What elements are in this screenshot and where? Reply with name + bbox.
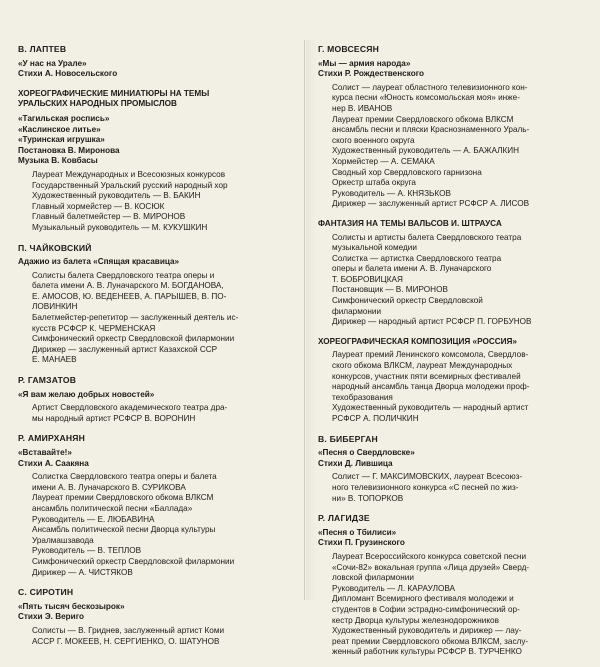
performer-line: Художественный руководитель и дирижер — лау- — [332, 626, 522, 636]
program-item-biberган — [318, 434, 588, 505]
performer-line: Художественный руководитель — В. БАКИН — [32, 191, 201, 201]
performer-line: РСФСР А. ПОЛИЧКИН — [332, 414, 419, 423]
performer-line: ансамбль песни и пляски Краснознаменного Ураль- — [332, 125, 530, 135]
performer-line: Солистка Свердловского театра оперы и балета — [32, 472, 217, 482]
performer-line: Солист — Г. МАКСИМОВСКИХ, лауреат Всесоюз- — [332, 472, 523, 482]
performer-line: Главный балетмейстер — В. МИРОНОВ — [32, 212, 186, 222]
performer-line: Симфонический оркестр Свердловской филармонии — [32, 334, 235, 344]
performer-line: Художественный руководитель — А. БАЖАЛКИН — [332, 146, 520, 156]
performer-line: техобразования — [332, 392, 393, 402]
performer-line: Е. МАНАЕВ — [32, 355, 77, 365]
performer-line: народный ансамбль танца Дворца молодежи проф- — [332, 382, 530, 392]
performer-line: Симфонический оркестр Свердловской филармонии — [32, 556, 235, 566]
program-item-gamzatov — [18, 375, 292, 424]
page-fold-shadow — [306, 40, 316, 600]
performer-line: Главный хормейстер — В. КОСЮК — [32, 201, 165, 211]
composer-name: Р. АМИРХАНЯН — [18, 433, 86, 444]
lyricist: Стихи А. Новосельского — [18, 69, 118, 79]
performer-line: Т. БОБРОВИЦКАЯ — [332, 274, 403, 284]
performer-line: Лауреат Всероссийского конкурса советской песни — [332, 551, 527, 561]
performer-line: Музыкальный руководитель — М. КУКУШКИН — [32, 222, 208, 232]
performers — [318, 552, 588, 658]
performer-line: филармонии — [332, 306, 382, 316]
performer-line: Дирижер — заслуженный артист РСФСР А. ЛИСОВ — [332, 199, 530, 209]
section-heading: ХОРЕОГРАФИЧЕСКИЕ МИНИАТЮРЫ НА ТЕМЫ — [18, 88, 210, 98]
performer-line: Уралмашзавода — [32, 535, 94, 545]
program-item-movsesyan — [318, 44, 588, 210]
work-title: «У нас на Урале» — [18, 58, 87, 68]
lyricist: Стихи А. Саакяна — [18, 458, 89, 468]
performer-line: Руководитель — В. ТЕПЛОВ — [32, 546, 142, 556]
performer-line: Постановщик — В. МИРОНОВ — [332, 285, 448, 295]
program-item-strauss-fantasy — [318, 219, 588, 328]
lyricist: Стихи П. Грузинского — [318, 538, 405, 548]
staging-credit: Постановка В. Миронова — [18, 145, 120, 155]
performer-line: Солисты балета Свердловского театра оперы и — [32, 270, 215, 280]
performer-line: Хормейстер — А. СЕМАКА — [332, 156, 435, 166]
performer-line: «Сочи-82» вокальная группа «Лица друзей» Сверд- — [332, 562, 530, 572]
performer-line: ского обкома ВЛКСМ, лауреат Международных — [332, 361, 513, 371]
performers — [18, 626, 292, 647]
performers — [18, 271, 292, 366]
program-item-laptev — [18, 44, 292, 80]
composer-name: Р. ГАМЗАТОВ — [18, 375, 77, 386]
performer-line: реат премии Свердловского обкома ВЛКСМ, заслу- — [332, 636, 529, 646]
program-item-lagidze — [318, 513, 588, 658]
performer-line: Е. АМОСОВ, Ю. ВЕДЕНЕЕВ, А. ПАРЫШЕВ, В. ПО- — [32, 291, 227, 301]
performer-line: конкурсов, участник пяти всемирных фестивалей — [332, 371, 521, 381]
program-item-russia — [318, 337, 588, 425]
composer-name: В. БИБЕРГАН — [318, 433, 378, 444]
program-item-amirkhanyan — [18, 433, 292, 578]
performer-line: Дирижер — народный артист РСФСР П. ГОРБУНОВ — [332, 317, 532, 327]
performer-line: кусств РСФСР К. ЧЕРМЕНСКАЯ — [32, 323, 156, 333]
work-title: «Туринская игрушка» — [18, 135, 105, 145]
performer-line: Лауреат Международных и Всесоюзных конкурсов — [32, 169, 226, 179]
performer-line: Государственный Уральский русский народный хор — [32, 180, 228, 190]
music-credit: Музыка В. Ковбасы — [18, 156, 98, 166]
section-heading: ФАНТАЗИЯ НА ТЕМЫ ВАЛЬСОВ И. ШТРАУСА — [318, 218, 502, 228]
performers — [318, 233, 588, 328]
performer-line: Дирижер — заслуженный артист Казахской ССР — [32, 344, 218, 354]
performers — [18, 403, 292, 424]
performers — [318, 472, 588, 504]
performer-line: музыкальной комедии — [332, 243, 417, 253]
work-title: «Песня о Свердловске» — [318, 448, 415, 458]
performer-line: Оркестр штаба округа — [332, 178, 416, 188]
lyricist: Стихи Э. Вериго — [18, 612, 84, 622]
performer-line: Артист Свердловского академического театра дра- — [32, 403, 228, 413]
performer-line: Балетмейстер-репетитор — заслуженный деятель ис- — [32, 313, 239, 323]
performer-line: Солисты — В. Гриднев, заслуженный артист Коми — [32, 625, 225, 635]
performer-line: АССР Г. МОКЕЕВ, Н. СЕРГИЕНКО, О. ШАТУНОВ — [32, 636, 220, 646]
composer-name: П. ЧАЙКОВСКИЙ — [18, 242, 92, 253]
performer-line: Ансамбль политической песни Дворца культуры — [32, 525, 216, 535]
work-title: «Мы — армия народа» — [318, 58, 411, 68]
performer-line: ного телевизионного конкурса «С песней по жиз- — [332, 482, 519, 492]
work-title: «Вставайте!» — [18, 448, 72, 457]
performer-line: Лауреат премий Ленинского комсомола, Свердлов- — [332, 350, 529, 360]
performers — [18, 170, 292, 234]
performer-line: Лауреат премии Свердловского обкома ВЛКСМ — [32, 493, 214, 503]
left-column — [18, 44, 292, 656]
performer-line: Руководитель — Е. ЛЮБАВИНА — [32, 514, 155, 524]
performer-line: Дирижер — А. ЧИСТЯКОВ — [32, 567, 133, 577]
performer-line: Сводный хор Свердловского гарнизона — [332, 167, 482, 177]
composer-name: С. СИРОТИН — [18, 587, 74, 598]
program-item-sirotin — [18, 587, 292, 647]
performer-line: Руководитель — Л. КАРАУЛОВА — [332, 583, 455, 593]
performer-line: ни» В. ТОПОРКОВ — [332, 493, 404, 503]
column-divider — [304, 40, 305, 600]
performer-line: Солист — лауреат областного телевизионного кон- — [332, 82, 528, 92]
performer-line: ЛОВИНКИН — [32, 302, 78, 312]
performer-line: оперы и балета имени А. В. Луначарского — [332, 264, 492, 274]
performer-line: Солисты и артисты балета Свердловского театра — [332, 232, 522, 242]
performer-line: Дипломант Всемирного фестиваля молодежи и — [332, 594, 514, 604]
section-heading: ХОРЕОГРАФИЧЕСКАЯ КОМПОЗИЦИЯ «РОССИЯ» — [318, 336, 517, 346]
composer-name: В. ЛАПТЕВ — [18, 44, 67, 54]
work-title: «Я вам желаю добрых новостей» — [18, 389, 155, 399]
lyricist: Стихи Д. Лившица — [318, 458, 393, 468]
work-title: «Песня о Тбилиси» — [318, 527, 397, 537]
performers — [318, 83, 588, 210]
performer-line: ского военного округа — [332, 135, 415, 145]
performers — [18, 472, 292, 578]
program-item-miniatures — [18, 89, 292, 234]
performer-line: ловской филармонии — [332, 573, 414, 583]
work-title: «Каслинское литье» — [18, 124, 101, 134]
composer-name: Р. ЛАГИДЗЕ — [318, 513, 370, 524]
performer-line: нер В. ИВАНОВ — [332, 103, 393, 113]
program-item-tchaikovsky — [18, 243, 292, 367]
performer-line: студентов в Софии эстрадно-симфонический ор- — [332, 604, 520, 614]
performer-line: Лауреат премии Свердловского обкома ВЛКСМ — [332, 114, 514, 124]
performer-line: Солистка — артистка Свердловского театра — [332, 253, 502, 263]
work-title: «Тагильская роспись» — [18, 113, 110, 123]
work-title: «Пять тысяч бескозырок» — [18, 601, 125, 611]
performer-line: Руководитель — А. КНЯЗЬКОВ — [332, 188, 451, 198]
performer-line: Симфонический оркестр Свердловской — [332, 296, 483, 306]
performer-line: ансамбль политической песни «Баллада» — [32, 503, 193, 513]
performers — [318, 350, 588, 424]
section-heading-cont: УРАЛЬСКИХ НАРОДНЫХ ПРОМЫСЛОВ — [18, 99, 177, 109]
lyricist: Стихи Р. Рождественского — [318, 69, 425, 79]
performer-line: имени А. В. Луначарского В. СУРИКОВА — [32, 482, 186, 492]
performer-line: мы народный артист РСФСР В. ВОРОНИН — [32, 413, 196, 423]
right-column — [318, 44, 588, 667]
performer-line: балета имени А. В. Луначарского М. БОГДАНОВА, — [32, 281, 224, 291]
work-title: Адажио из балета «Спящая красавица» — [18, 257, 180, 267]
performer-line: кестр Дворца культуры железнодорожников — [332, 615, 499, 625]
performer-line: женный работник культуры РСФСР В. ТУРЧЕНКО — [332, 647, 522, 657]
performer-line: курса песни «Юность комсомольская моя» инже- — [332, 93, 520, 103]
performer-line: Художественный руководитель — народный артист — [332, 403, 529, 413]
composer-name: Г. МОВСЕСЯН — [318, 44, 380, 54]
